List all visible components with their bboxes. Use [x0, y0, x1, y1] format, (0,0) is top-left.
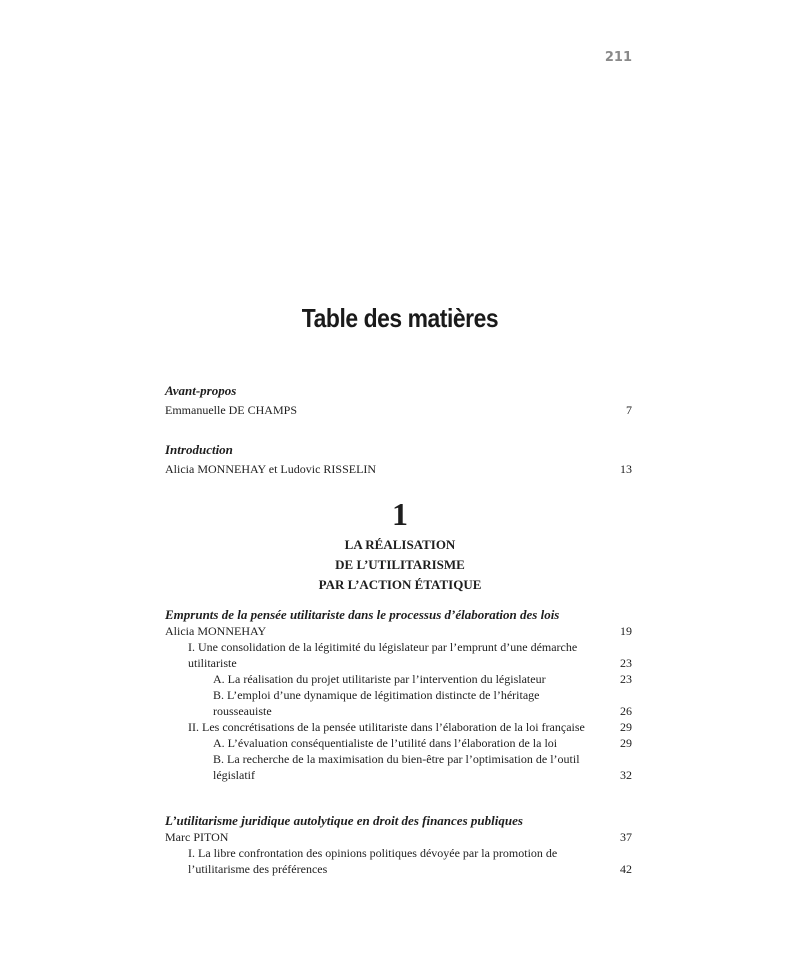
chapter-title: Emprunts de la pensée utilitariste dans le processus d’élaboration des lois [165, 607, 560, 622]
front-page: 13 [620, 462, 632, 476]
toc-entry-text: B. La recherche de la maximisation du bien-être par l’optimisation de l’outil législatif [213, 752, 580, 782]
front-heading: Introduction [165, 442, 233, 457]
toc-entry [165, 639, 632, 671]
toc-entry-page: 29 [620, 736, 632, 750]
toc-entry [165, 751, 632, 783]
toc-entry-text: II. Les concrétisations de la pensée utilitariste dans l’élaboration de la loi française [188, 720, 585, 734]
part-number: 1 [392, 496, 408, 532]
front-page: 7 [626, 403, 632, 417]
part-title-line: PAR L’ACTION ÉTATIQUE [318, 577, 482, 592]
page-title: Table des matières [301, 303, 499, 333]
chapter-title: L’utilitarisme juridique autolytique en droit des finances publiques [165, 813, 523, 828]
toc-entry-text: I. La libre confrontation des opinions politiques dévoyée par la promotion de l’utilitarisme des préférences [188, 846, 558, 876]
toc-entry-page: 26 [620, 704, 632, 718]
toc-entry-page: 23 [620, 656, 632, 670]
toc-entry-text: I. Une consolidation de la légitimité du législateur par l’emprunt d’une démarche utilitariste [188, 640, 578, 670]
toc-entry [165, 671, 632, 687]
toc-entry-page: 32 [620, 768, 632, 782]
chapter-page: 37 [620, 830, 632, 844]
toc-entry-page: 29 [620, 720, 632, 734]
part-title [0, 535, 800, 595]
front-author: Emmanuelle DE CHAMPS [165, 403, 297, 417]
chapter-page: 19 [620, 624, 632, 638]
part-title-line: LA RÉALISATION [344, 537, 456, 552]
toc-entry-page: 23 [620, 672, 632, 686]
front-author: Alicia MONNEHAY et Ludovic RISSELIN [165, 462, 377, 476]
toc-front-entry [165, 383, 632, 418]
toc-front-entry [165, 442, 632, 477]
toc-entry-text: A. La réalisation du projet utilitariste par l’intervention du législateur [213, 672, 546, 686]
front-author-row [165, 402, 632, 418]
toc-entry-text: B. L’emploi d’une dynamique de légitimation distincte de l’héritage rousseauiste [213, 688, 540, 718]
toc-entry [165, 845, 632, 877]
chapter-author-row [165, 623, 632, 639]
toc-chapter [165, 607, 632, 783]
toc-entry [165, 687, 632, 719]
toc-entry [165, 735, 632, 751]
toc-entry [165, 719, 632, 735]
toc-chapter [165, 813, 632, 877]
toc-entry-text: A. L’évaluation conséquentialiste de l’utilité dans l’élaboration de la loi [213, 736, 558, 750]
front-heading: Avant-propos [165, 383, 237, 398]
toc-entry-page: 42 [620, 862, 632, 876]
chapter-author-row [165, 829, 632, 845]
front-author-row [165, 461, 632, 477]
chapter-author: Marc PITON [165, 830, 229, 844]
chapter-author: Alicia MONNEHAY [165, 624, 267, 638]
page-number: 211 [604, 50, 632, 65]
part-title-line: DE L’UTILITARISME [335, 557, 465, 572]
